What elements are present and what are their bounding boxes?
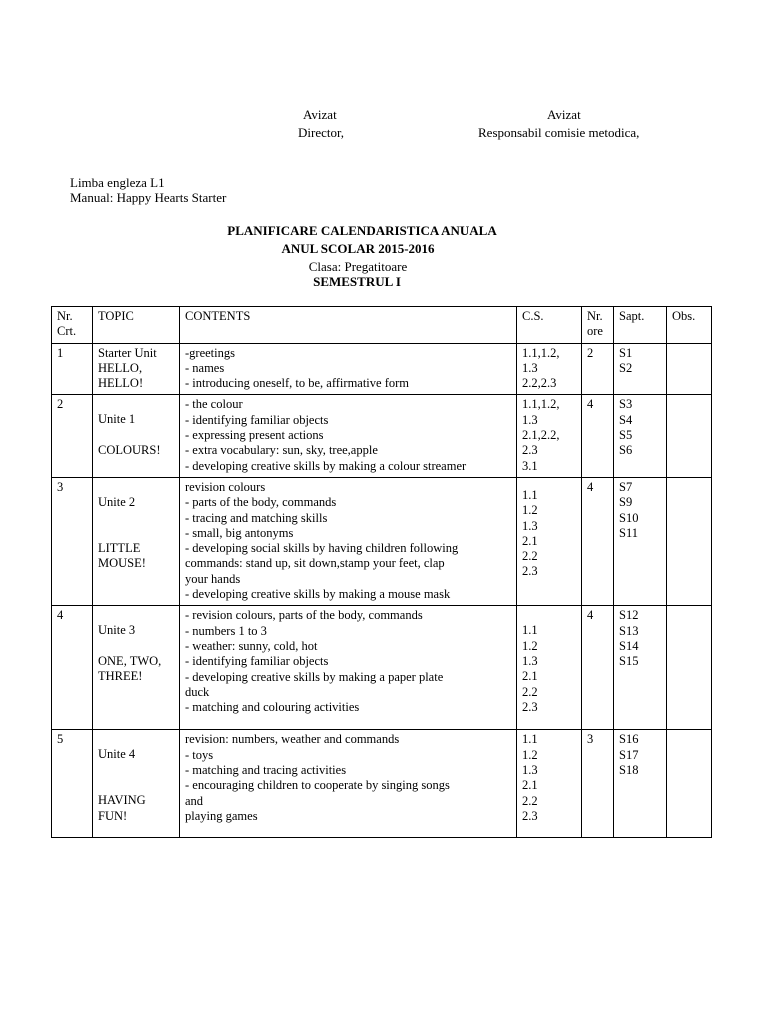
row-sapt: S1 S2 [614,343,667,395]
semester-label: SEMESTRUL I [313,274,401,289]
row-ore: 4 [582,606,614,730]
row-topic: Unite 3 ONE, TWO, THREE! [93,606,180,730]
table-header-row [52,307,712,344]
table-row [52,477,712,605]
director-label: Director, [298,125,345,140]
row-cs: 1.1 1.2 1.3 2.1 2.2 2.3 [517,477,582,605]
row-ore: 3 [582,730,614,838]
row-contents: - the colour - identifying familiar objects - expressing present actions - extra vocabulary: sun, sky, tree,apple - developing creative skills by making a colour streamer [180,395,517,477]
avizat-responsabil-label: Avizat [547,107,581,122]
header-topic: TOPIC [93,307,180,344]
row-contents: revision colours - parts of the body, commands - tracing and matching skills - small, big antonyms - developing social skills by having children following commands: stand up, sit down,stamp your feet, clap your hands - developing creative skills by making a mouse mask [180,477,517,605]
subject-line: Limba engleza L1 [70,175,165,190]
table-row [52,606,712,730]
row-topic: Unite 4 HAVING FUN! [93,730,180,838]
row-topic: Starter Unit HELLO, HELLO! [93,343,180,395]
row-contents: -greetings - names - introducing oneself, to be, affirmative form [180,343,517,395]
table-row [52,395,712,477]
responsabil-label: Responsabil comisie metodica, [478,125,640,140]
school-year: ANUL SCOLAR 2015-2016 [281,241,435,256]
table-row [52,343,712,395]
header-nr-ore: Nr. ore [582,307,614,344]
row-sapt: S3 S4 S5 S6 [614,395,667,477]
row-sapt: S7 S9 S10 S11 [614,477,667,605]
row-cs: 1.1,1.2, 1.3 2.2,2.3 [517,343,582,395]
row-cs: 1.1,1.2, 1.3 2.1,2.2, 2.3 3.1 [517,395,582,477]
row-cs: 1.1 1.2 1.3 2.1 2.2 2.3 [517,606,582,730]
class-label: Clasa: Pregatitoare [308,259,408,274]
row-number: 1 [52,343,93,395]
row-number: 3 [52,477,93,605]
header-cs: C.S. [517,307,582,344]
row-topic: Unite 1 COLOURS! [93,395,180,477]
row-ore: 4 [582,395,614,477]
row-number: 5 [52,730,93,838]
row-obs [667,730,712,838]
row-obs [667,343,712,395]
row-sapt: S16 S17 S18 [614,730,667,838]
row-contents: - revision colours, parts of the body, commands - numbers 1 to 3 - weather: sunny, cold, hot - identifying familiar objects - developing creative skills by making a paper plate duck - matching and colouring activities [180,606,517,730]
row-obs [667,395,712,477]
row-ore: 2 [582,343,614,395]
row-obs [667,606,712,730]
row-topic: Unite 2 LITTLE MOUSE! [93,477,180,605]
row-ore: 4 [582,477,614,605]
table-row [52,730,712,838]
document-title: PLANIFICARE CALENDARISTICA ANUALA [227,223,497,238]
manual-line: Manual: Happy Hearts Starter [70,190,227,205]
row-contents: revision: numbers, weather and commands - toys - matching and tracing activities - encouraging children to cooperate by singing songs and playing games [180,730,517,838]
row-number: 2 [52,395,93,477]
header-nr-crt: Nr. Crt. [52,307,93,344]
avizat-director-label: Avizat [303,107,337,122]
row-sapt: S12 S13 S14 S15 [614,606,667,730]
header-obs: Obs. [667,307,712,344]
row-number: 4 [52,606,93,730]
row-cs: 1.1 1.2 1.3 2.1 2.2 2.3 [517,730,582,838]
header-sapt: Sapt. [614,307,667,344]
row-obs [667,477,712,605]
header-contents: CONTENTS [180,307,517,344]
planning-table [51,306,712,838]
